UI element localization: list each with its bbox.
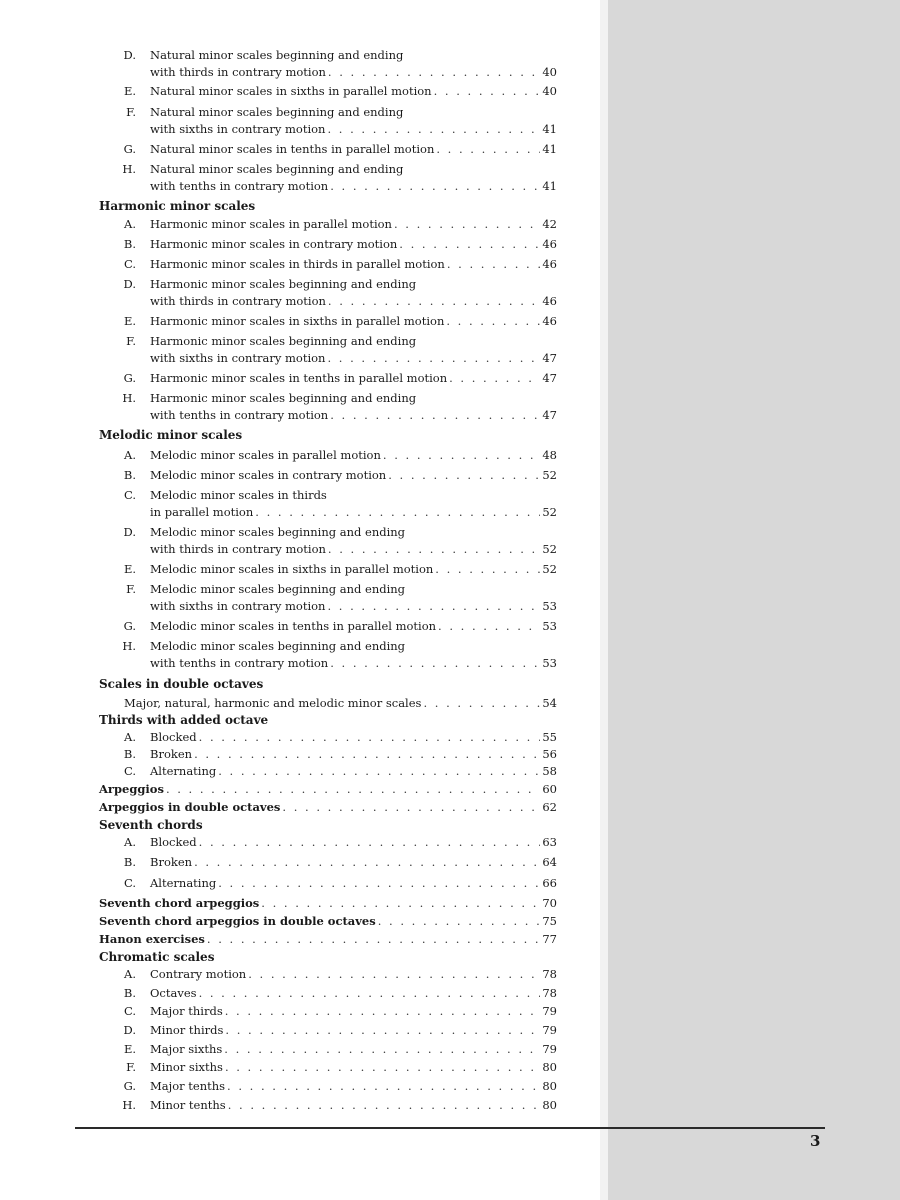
- toc-letter: C.: [123, 876, 136, 890]
- toc-letter: G.: [123, 1079, 136, 1093]
- toc-entry[interactable]: [150, 468, 557, 482]
- leader-dots: [248, 967, 540, 981]
- toc-letter: A.: [124, 967, 136, 981]
- toc-entry[interactable]: [150, 1079, 557, 1093]
- toc-page-number: 64: [542, 855, 557, 869]
- toc-entry[interactable]: [150, 408, 557, 422]
- leader-dots: [328, 294, 540, 308]
- toc-entry-text: Minor tenths: [150, 1098, 226, 1112]
- toc-letter: H.: [122, 639, 136, 653]
- toc-letter: E.: [123, 1042, 136, 1056]
- toc-entry[interactable]: [150, 747, 557, 761]
- leader-dots: [327, 599, 540, 613]
- toc-entry-text: Melodic minor scales beginning and ending: [150, 582, 406, 596]
- leader-dots: [228, 1098, 541, 1112]
- leader-dots: [399, 237, 540, 251]
- toc-page-number: 53: [542, 619, 557, 633]
- leader-dots: [328, 542, 540, 556]
- toc-page-number: 63: [542, 835, 557, 849]
- toc-letter: H.: [122, 1098, 136, 1112]
- toc-entry[interactable]: [150, 986, 557, 1000]
- toc-letter: A.: [124, 835, 136, 849]
- leader-dots: [199, 730, 541, 744]
- leader-dots: [330, 179, 540, 193]
- toc-page-number: 52: [542, 505, 557, 519]
- toc-entry-text: Alternating: [150, 876, 217, 890]
- toc-page-number: 52: [542, 562, 557, 576]
- toc-entry[interactable]: [150, 562, 557, 576]
- leader-dots: [446, 314, 540, 328]
- toc-page-number: 79: [542, 1023, 557, 1037]
- section-heading[interactable]: Scales in double octaves: [99, 677, 264, 691]
- toc-page-number: 80: [542, 1098, 557, 1112]
- leader-dots: [330, 656, 540, 670]
- toc-page-number: 46: [542, 237, 557, 251]
- toc-entry-bold[interactable]: [99, 914, 557, 928]
- toc-page-number: 54: [542, 696, 557, 710]
- gray-side-panel: [600, 0, 900, 1200]
- toc-page-number: 75: [542, 914, 557, 928]
- toc-entry-text: with tenths in contrary motion: [150, 656, 329, 670]
- leader-dots: [218, 764, 540, 778]
- toc-page-number: 80: [542, 1079, 557, 1093]
- toc-letter: A.: [124, 730, 136, 744]
- toc-page-number: 78: [542, 986, 557, 1000]
- toc-entry-text: Harmonic minor scales in tenths in parallel motion: [150, 371, 448, 385]
- toc-entry[interactable]: [150, 237, 557, 251]
- toc-page-number: 55: [542, 730, 557, 744]
- toc-entry[interactable]: [150, 1004, 557, 1018]
- toc-letter: C.: [123, 488, 136, 502]
- toc-entry[interactable]: [150, 967, 557, 981]
- toc-entry-text: Harmonic minor scales in thirds in parallel motion: [150, 257, 445, 271]
- toc-letter: B.: [123, 986, 136, 1000]
- toc-entry[interactable]: [150, 1023, 557, 1037]
- toc-entry-text: Major sixths: [150, 1042, 223, 1056]
- toc-letter: A.: [124, 217, 136, 231]
- toc-entry[interactable]: [150, 542, 557, 556]
- toc-entry[interactable]: [150, 505, 557, 519]
- toc-entry-text: Seventh chord arpeggios: [99, 896, 260, 910]
- toc-letter: D.: [123, 1023, 136, 1037]
- toc-letter: B.: [123, 747, 136, 761]
- toc-entry-text: Harmonic minor scales in contrary motion: [150, 237, 398, 251]
- toc-entry[interactable]: [150, 371, 557, 385]
- toc-entry-text: Harmonic minor scales in parallel motion: [150, 217, 392, 231]
- section-heading[interactable]: Harmonic minor scales: [99, 199, 256, 213]
- toc-entry-bold[interactable]: [99, 800, 557, 814]
- leader-dots: [436, 142, 540, 156]
- toc-letter: B.: [123, 237, 136, 251]
- toc-entry-text: with tenths in contrary motion: [150, 179, 329, 193]
- leader-dots: [225, 1023, 540, 1037]
- leader-dots: [166, 782, 540, 796]
- leader-dots: [225, 1060, 540, 1074]
- toc-page-number: 60: [542, 782, 557, 796]
- toc-entry[interactable]: [150, 764, 557, 778]
- toc-page-number: 47: [542, 351, 557, 365]
- toc-page-number: 47: [542, 371, 557, 385]
- leader-dots: [207, 932, 540, 946]
- leader-dots: [434, 84, 541, 98]
- toc-entry-text: Blocked: [150, 730, 197, 744]
- leader-dots: [282, 800, 540, 814]
- toc-page-number: 53: [542, 656, 557, 670]
- toc-entry[interactable]: [150, 351, 557, 365]
- toc-entry[interactable]: [150, 599, 557, 613]
- leader-dots: [435, 562, 540, 576]
- toc-entry-text: with sixths in contrary motion: [150, 122, 326, 136]
- toc-page-number: 41: [542, 179, 557, 193]
- toc-page-number: 58: [542, 764, 557, 778]
- leader-dots: [218, 876, 540, 890]
- toc-page-number: 66: [542, 876, 557, 890]
- toc-letter: B.: [123, 468, 136, 482]
- toc-letter: G.: [123, 371, 136, 385]
- toc-letter: B.: [123, 855, 136, 869]
- toc-entry[interactable]: [150, 84, 557, 98]
- toc-letter: A.: [124, 448, 136, 462]
- toc-entry-text: with sixths in contrary motion: [150, 351, 326, 365]
- leader-dots: [327, 122, 540, 136]
- toc-entry[interactable]: [150, 122, 557, 136]
- toc-entry-text: with thirds in contrary motion: [150, 65, 326, 79]
- toc-entry-text: Seventh chord arpeggios in double octaves: [99, 914, 376, 928]
- toc-letter: E.: [123, 314, 136, 328]
- leader-dots: [388, 468, 540, 482]
- leader-dots: [194, 747, 540, 761]
- section-heading[interactable]: Seventh chords: [99, 818, 203, 832]
- toc-entry-text: Octaves: [150, 986, 197, 1000]
- toc-page-number: 40: [542, 65, 557, 79]
- toc-page-number: 41: [542, 122, 557, 136]
- toc-entry[interactable]: [150, 294, 557, 308]
- toc-page-number: 62: [542, 800, 557, 814]
- toc-entry-text: Arpeggios in double octaves: [99, 800, 281, 814]
- toc-page-number: 70: [542, 896, 557, 910]
- leader-dots: [394, 217, 540, 231]
- toc-entry-text: Harmonic minor scales beginning and ending: [150, 334, 417, 348]
- toc-entry[interactable]: [150, 1098, 557, 1112]
- toc-entry-text: Melodic minor scales in parallel motion: [150, 448, 381, 462]
- toc-page-number: 79: [542, 1004, 557, 1018]
- toc-entry[interactable]: [150, 619, 557, 633]
- toc-entry[interactable]: [150, 855, 557, 869]
- toc-page-number: 53: [542, 599, 557, 613]
- toc-letter: E.: [123, 562, 136, 576]
- toc-entry-text: Harmonic minor scales beginning and ending: [150, 277, 417, 291]
- toc-entry-text: Harmonic minor scales in sixths in parallel motion: [150, 314, 445, 328]
- toc-entry[interactable]: [150, 730, 557, 744]
- toc-letter: H.: [122, 391, 136, 405]
- toc-entry[interactable]: [150, 217, 557, 231]
- toc-entry-text: Contrary motion: [150, 967, 247, 981]
- toc-entry[interactable]: [150, 1042, 557, 1056]
- toc-entry-text: with thirds in contrary motion: [150, 542, 326, 556]
- toc-entry-text: Melodic minor scales in contrary motion: [150, 468, 387, 482]
- toc-letter: G.: [123, 142, 136, 156]
- toc-entry-text: Harmonic minor scales beginning and ending: [150, 391, 417, 405]
- toc-page-number: 52: [542, 542, 557, 556]
- toc-entry-text: Minor thirds: [150, 1023, 224, 1037]
- toc-entry[interactable]: [150, 142, 557, 156]
- toc-entry[interactable]: [150, 179, 557, 193]
- toc-letter: D.: [123, 48, 136, 62]
- toc-page-number: 78: [542, 967, 557, 981]
- toc-page-number: 47: [542, 408, 557, 422]
- toc-page-number: 56: [542, 747, 557, 761]
- leader-dots: [438, 619, 540, 633]
- footer-rule: [75, 1127, 825, 1129]
- toc-letter: H.: [122, 162, 136, 176]
- toc-page-number: 46: [542, 294, 557, 308]
- leader-dots: [227, 1079, 540, 1093]
- toc-entry-text: Melodic minor scales in sixths in parallel motion: [150, 562, 434, 576]
- toc-letter: C.: [123, 1004, 136, 1018]
- toc-page-number: 48: [542, 448, 557, 462]
- toc-entry[interactable]: [150, 835, 557, 849]
- toc-entry-text: in parallel motion: [150, 505, 254, 519]
- leader-dots: [194, 855, 540, 869]
- toc-page-number: 46: [542, 257, 557, 271]
- toc-entry[interactable]: [150, 257, 557, 271]
- toc-page-number: 79: [542, 1042, 557, 1056]
- toc-entry-text: Alternating: [150, 764, 217, 778]
- toc-entry-text: Natural minor scales beginning and ending: [150, 162, 404, 176]
- toc-entry-bold[interactable]: [99, 896, 557, 910]
- leader-dots: [199, 986, 541, 1000]
- leader-dots: [199, 835, 541, 849]
- toc-entry-text: with tenths in contrary motion: [150, 408, 329, 422]
- leader-dots: [261, 896, 540, 910]
- toc-entry[interactable]: [150, 876, 557, 890]
- leader-dots: [225, 1004, 541, 1018]
- toc-letter: F.: [126, 1060, 136, 1074]
- toc-entry[interactable]: [150, 656, 557, 670]
- leader-dots: [449, 371, 540, 385]
- toc-entry-text: Blocked: [150, 835, 197, 849]
- toc-entry-text: Major thirds: [150, 1004, 223, 1018]
- toc-entry-text: Minor sixths: [150, 1060, 223, 1074]
- toc-entry-bold[interactable]: [99, 782, 557, 796]
- toc-entry-text: Natural minor scales in sixths in parallel motion: [150, 84, 432, 98]
- toc-entry-text: Broken: [150, 855, 193, 869]
- leader-dots: [383, 448, 540, 462]
- section-heading[interactable]: Chromatic scales: [99, 950, 215, 964]
- toc-entry[interactable]: [150, 1060, 557, 1074]
- toc-letter: E.: [123, 84, 136, 98]
- toc-letter: G.: [123, 619, 136, 633]
- toc-letter: D.: [123, 525, 136, 539]
- toc-entry-text: Melodic minor scales in tenths in parallel motion: [150, 619, 437, 633]
- toc-page-number: 80: [542, 1060, 557, 1074]
- toc-entry-text: Major, natural, harmonic and melodic minor scales: [124, 696, 422, 710]
- leader-dots: [378, 914, 541, 928]
- toc-page-number: 42: [542, 217, 557, 231]
- toc-entry[interactable]: [150, 65, 557, 79]
- section-heading[interactable]: Thirds with added octave: [99, 713, 269, 727]
- toc-letter: C.: [123, 257, 136, 271]
- toc-page-number: 41: [542, 142, 557, 156]
- leader-dots: [447, 257, 541, 271]
- page-number: 3: [810, 1132, 821, 1150]
- toc-letter: F.: [126, 582, 136, 596]
- leader-dots: [224, 1042, 540, 1056]
- toc-entry-text: Hanon exercises: [99, 932, 205, 946]
- toc-entry-text: with thirds in contrary motion: [150, 294, 326, 308]
- leader-dots: [423, 696, 540, 710]
- toc-entry-text: Natural minor scales beginning and ending: [150, 48, 404, 62]
- toc-entry-text: Natural minor scales in tenths in parallel motion: [150, 142, 435, 156]
- toc-entry-text: Major tenths: [150, 1079, 226, 1093]
- toc-entry-text: with sixths in contrary motion: [150, 599, 326, 613]
- toc-page-number: 46: [542, 314, 557, 328]
- leader-dots: [330, 408, 540, 422]
- section-heading[interactable]: Melodic minor scales: [99, 428, 243, 442]
- toc-entry[interactable]: [150, 448, 557, 462]
- toc-letter: F.: [126, 105, 136, 119]
- toc-entry-text: Melodic minor scales beginning and ending: [150, 639, 406, 653]
- toc-entry-text: Melodic minor scales beginning and ending: [150, 525, 406, 539]
- toc-entry[interactable]: [150, 314, 557, 328]
- toc-entry-text: Natural minor scales beginning and ending: [150, 105, 404, 119]
- toc-entry-bold[interactable]: [99, 932, 557, 946]
- leader-dots: [327, 351, 540, 365]
- toc-letter: D.: [123, 277, 136, 291]
- toc-letter: F.: [126, 334, 136, 348]
- toc-page-number: 52: [542, 468, 557, 482]
- side-panel-edge: [600, 0, 608, 1200]
- toc-entry-text: Melodic minor scales in thirds: [150, 488, 327, 502]
- toc-page-number: 40: [542, 84, 557, 98]
- toc-letter: C.: [123, 764, 136, 778]
- leader-dots: [255, 505, 540, 519]
- toc-page-number: 77: [542, 932, 557, 946]
- toc-entry-text: Broken: [150, 747, 193, 761]
- toc-entry[interactable]: [124, 696, 557, 710]
- leader-dots: [328, 65, 540, 79]
- toc-entry-text: Arpeggios: [99, 782, 164, 796]
